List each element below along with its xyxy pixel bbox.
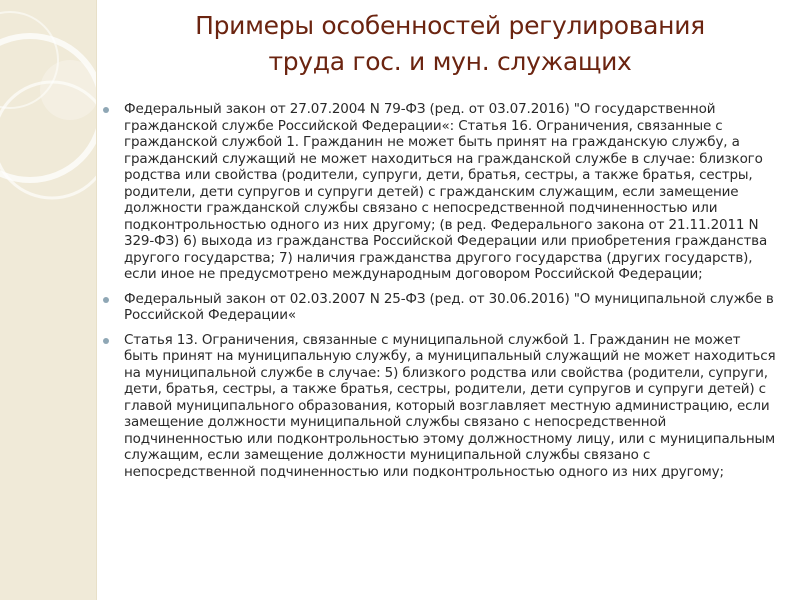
bullet-item-municipal-service-law <box>100 291 778 324</box>
slide-title-line-2: труда гос. и мун. служащих <box>268 47 632 76</box>
bullet-dot-icon <box>103 107 109 113</box>
bullet-dot-icon <box>103 297 109 303</box>
decorative-side-panel <box>0 0 97 600</box>
bullet-list <box>100 101 778 480</box>
bullet-text: Федеральный закон от 27.07.2004 N 79-ФЗ (ред. от 03.07.2016) "О государственной гражданской службе Российской Федерации«: Статья 16. Ограничения, связанные с гражданской службой 1. Гражданин не может быть принят на гражданскую службу, а гражданский служащий не может находиться на гражданской службе в случае: близкого родства или свойства (родители, супруги, дети, братья, сестры, а также братья, сестры, родители, дети супругов и супруги детей) с гражданским служащим, если замещение должности гражданской службы связано с непосредственной подчиненностью или подконтрольностью одного из них другому; (в ред. Федерального закона от 21.11.2011 N 329-ФЗ) 6) выхода из гражданства Российской Федерации или приобретения гражданства другого государства; 7) наличия гражданства другого государства (других государств), если иное не предусмотрено международным договором Российской Федерации; <box>124 101 768 282</box>
bullet-text: Федеральный закон от 02.03.2007 N 25-ФЗ (ред. от 30.06.2016) "О муниципальной службе в Российской Федерации« <box>124 290 774 323</box>
slide-title <box>110 8 790 80</box>
slide-title-line-1: Примеры особенностей регулирования <box>195 11 705 40</box>
decorative-circles-graphic <box>0 0 96 600</box>
bullet-item-article-13 <box>100 332 778 481</box>
bullet-text: Статья 13. Ограничения, связанные с муниципальной службой 1. Гражданин не может быть принят на муниципальную службу, а муниципальный служащий не может находиться на муниципальной службе в случае: 5) близкого родства или свойства (родители, супруги, дети, братья, сестры, а также братья, сестры, родители, дети супругов и супруги детей) с главой муниципального образования, который возглавляет местную администрацию, если замещение должности муниципальной службы связано с непосредственной подчиненностью или подконтрольностью этому должностному лицу, или с муниципальным служащим, если замещение должности муниципальной службы связано с непосредственной подчиненностью или подконтрольностью одного из них другому; <box>124 331 776 480</box>
bullet-dot-icon <box>103 338 109 344</box>
bullet-item-state-service-law <box>100 101 778 283</box>
slide-content <box>100 101 778 488</box>
